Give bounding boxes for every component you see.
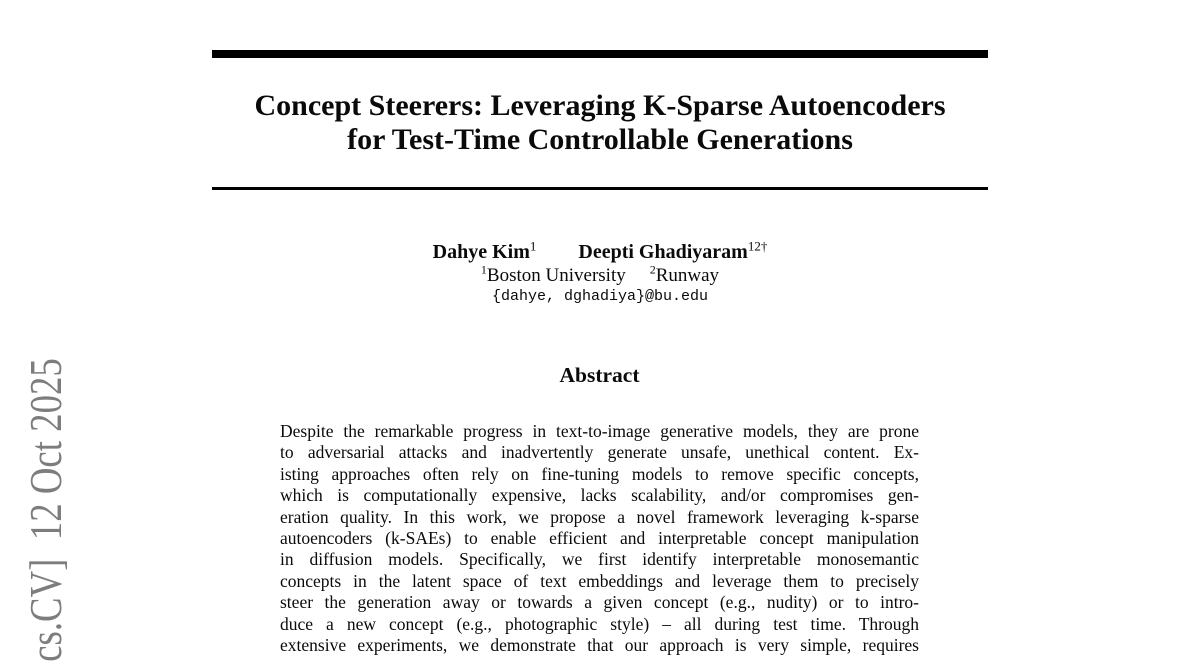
abstract-heading: Abstract: [559, 363, 640, 387]
title-rule-bottom: [212, 187, 988, 190]
abstract-line: to adversarial attacks and inadvertently generate unsafe, unethical content. Ex-: [280, 442, 919, 463]
paper-title-line-2: for Test-Time Controllable Generations: [347, 123, 853, 156]
author-2-superscript: 12†: [747, 238, 768, 254]
author-1: [432, 238, 537, 263]
abstract-line: isting approaches often rely on fine-tuning models to remove specific concepts,: [280, 463, 919, 484]
abstract-line: duce a new concept (e.g., photographic style) – all during test time. Through: [280, 613, 919, 634]
author-1-superscript: 1: [529, 238, 537, 254]
affiliation-1: [480, 262, 626, 286]
abstract-line: eration quality. In this work, we propose a novel framework leveraging k-sparse: [280, 506, 919, 527]
affiliation-1-superscript: 1: [480, 262, 487, 277]
abstract-line: Despite the remarkable progress in text-to-image generative models, they are prone: [280, 421, 919, 441]
author-2-name: Deepti Ghadiyaram: [578, 241, 748, 263]
authors-row: [0, 238, 1200, 263]
paper-title: [0, 89, 1200, 157]
affiliation-1-name: Boston University: [486, 265, 626, 286]
abstract-line: concepts in the latent space of text embeddings and leverage them to precisely: [280, 570, 919, 591]
paper-title-line-1: Concept Steerers: Leveraging K-Sparse Autoencoders: [254, 89, 946, 122]
affiliation-2-superscript: 2: [649, 262, 656, 277]
author-2: [578, 238, 768, 263]
abstract-line: autoencoders (k-SAEs) to enable efficient and interpretable concept manipulation: [280, 527, 919, 548]
arxiv-sidebar-stamp: cs.CV] 12 Oct 2025: [20, 358, 71, 662]
abstract-line: which is computationally expensive, lacks scalability, and/or compromises gen-: [280, 485, 919, 506]
title-rule-top: [212, 50, 988, 58]
abstract-body: [280, 421, 919, 656]
affiliation-2: [649, 262, 720, 286]
affiliations-row: [0, 262, 1200, 287]
abstract-line: extensive experiments, we demonstrate that our approach is very simple, requires: [280, 634, 919, 655]
contact-email: {dahye, dghadiya}@bu.edu: [491, 288, 709, 305]
abstract-line: in diffusion models. Specifically, we first identify interpretable monosemantic: [280, 549, 919, 570]
author-1-name: Dahye Kim: [432, 241, 530, 263]
affiliation-2-name: Runway: [655, 265, 720, 286]
abstract-line: steer the generation away or towards a given concept (e.g., nudity) or to intro-: [280, 592, 919, 613]
